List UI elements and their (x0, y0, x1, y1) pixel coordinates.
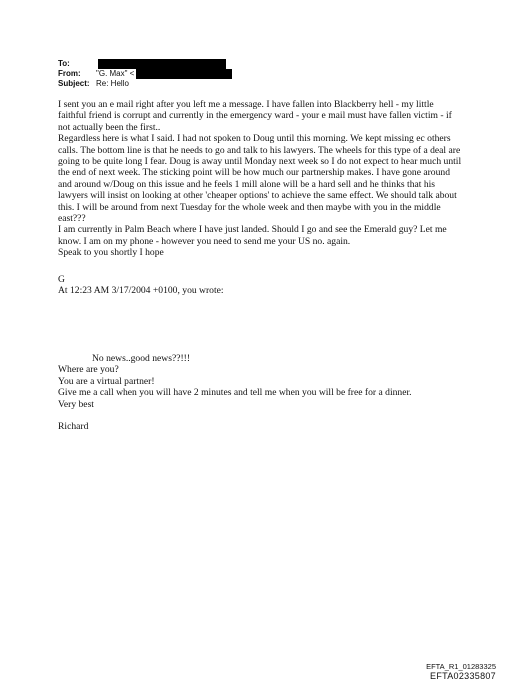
quoted-line: You are a virtual partner! (58, 375, 155, 387)
quoted-line: Very best (58, 398, 94, 410)
reply-line: At 12:23 AM 3/17/2004 +0100, you wrote: (58, 285, 224, 297)
quoted-line: No news..good news??!!! (92, 353, 191, 364)
quoted-line: Where are you? (58, 364, 119, 376)
from-value: "G. Max" < (96, 69, 135, 78)
body-paragraph: Regardless here is what I said. I had not spoken to Doug until this morning. We kept missing ec others calls. The bottom line is that he needs to go and talk to his lawyers. The wheels for this type of a deal are going to be quite long I fear. Doug is away until Monday next week so I do not expect to hear much until the end of next week. The sticking point will be how much our partnership makes. I have gone around and around w/Doug on this issue and he feels 1 mill alone will be a hard sell and he thinks that his lawyers will insist on looking at other 'cheaper options' to achieve the same effect. We should talk about this. I will be around from next Tuesday for the whole week and then maybe with you in the middle east??? (58, 133, 462, 225)
document-footer (426, 662, 496, 682)
body-paragraph: I sent you an e mail right after you left me a message. I have fallen into Blackberry hell - my little faithful friend is corrupt and currently in the emergency ward - your e mail must have fallen victim - if not actually been the first.. (58, 99, 452, 133)
quoted-line: Give me a call when you will have 2 minutes and tell me when you will be free for a dinner. (58, 387, 412, 399)
bates-number-1: EFTA_R1_01283325 (426, 662, 496, 671)
from-row (58, 69, 232, 79)
to-row (58, 59, 232, 69)
email-header (58, 59, 232, 89)
body-paragraph: Speak to you shortly I hope (58, 247, 164, 259)
quoted-signature: Richard (58, 421, 89, 433)
signature-block (58, 274, 224, 297)
from-label: From: (58, 69, 81, 78)
signature-initial: G (58, 274, 65, 285)
subject-label: Subject: (58, 79, 90, 88)
subject-row (58, 79, 232, 89)
email-body (58, 99, 463, 259)
quoted-message (58, 353, 458, 432)
redaction-bar (98, 59, 226, 69)
bates-number-2: EFTA02335807 (430, 671, 496, 681)
redaction-bar (136, 69, 232, 79)
subject-value: Re: Hello (96, 79, 129, 88)
to-label: To: (58, 59, 70, 68)
body-paragraph: I am currently in Palm Beach where I have just landed. Should I go and see the Emerald guy? Let me know. I am on my phone - however you need to send me your US no. again. (58, 224, 447, 247)
